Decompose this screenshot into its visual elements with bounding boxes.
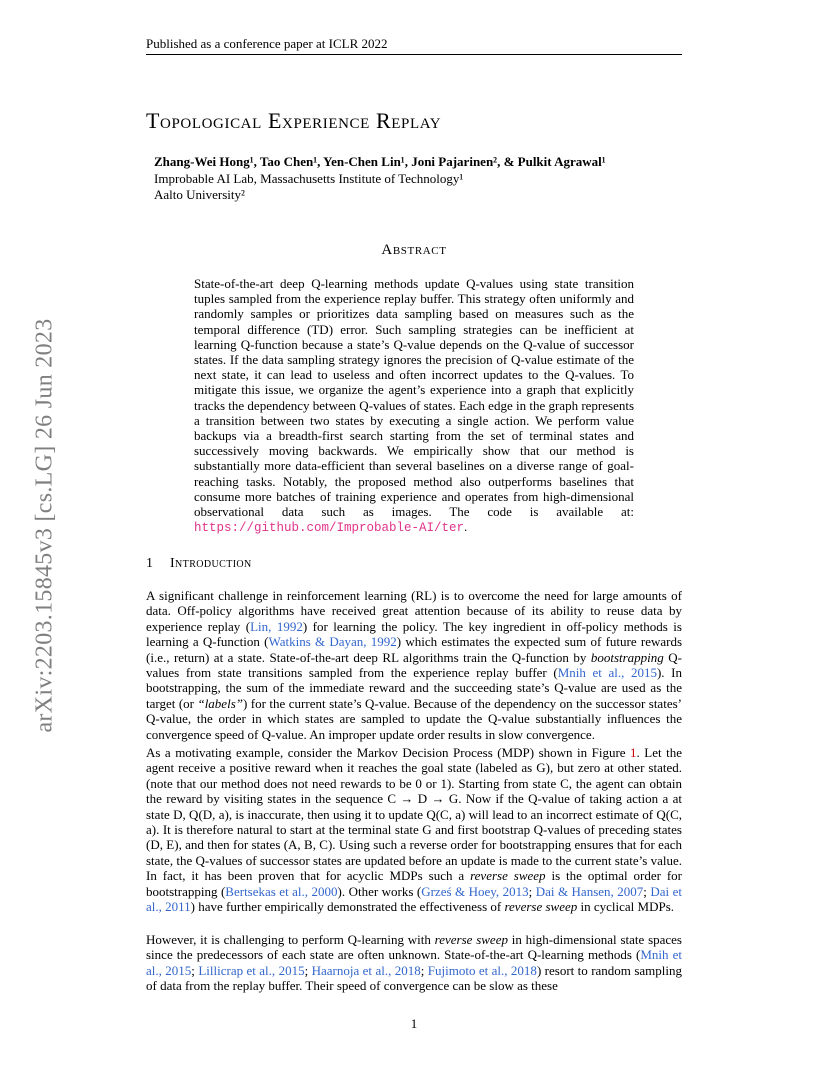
text-span: ) for learning the policy. The key ingredient in off-policy methods is learning a Q-function ( xyxy=(146,618,682,650)
abstract-text: State-of-the-art deep Q-learning methods update Q-values using state transition tuples sampled from the experience replay buffer. This strategy often uniformly and randomly samples or prioritizes data sampling based on measures such as the temporal difference (TD) error. Such sampling strategies can be inefficient at learning Q-function because a state’s Q-value depends on the Q-value of successor states. If the data sampling strategy ignores the precision of Q-value estimate of the next state, it can lead to useless and often incorrect updates to the Q-values. To mitigate this issue, we organize the agent’s experience into a graph that explicitly tracks the dependency between Q-values of states. Each edge in the graph represents a transition between two states by executing a single action. We perform value backups via a breadth-first search starting from the set of terminal states and successively moving backwards. We empirically show that our method is substantially more data-efficient than several baselines on a diverse range of goal-reaching tasks. Notably, the proposed method also outperforms baselines that consume more batches of training experience and operates from high-dimensional observational data such as images. The code is available at: xyxy=(194,276,635,520)
text-span: ; xyxy=(643,883,651,899)
intro-paragraph-2 xyxy=(146,745,682,914)
author-block xyxy=(154,154,606,204)
text-span: ; xyxy=(191,962,199,978)
abstract-link-suffix: . xyxy=(464,519,468,535)
citation-link[interactable]: Bertsekas et al., 2000 xyxy=(225,883,338,899)
text-span: However, it is challenging to perform Q-learning with xyxy=(146,932,435,947)
paper-title: Topological Experience Replay xyxy=(146,108,442,133)
intro-paragraph-1 xyxy=(146,588,682,742)
text-span: in high-dimensional state spaces since the predecessors of each state are often unknown. State-of-the-art Q-learning methods ( xyxy=(146,932,682,963)
citation-link[interactable]: Grześ & Hoey, 2013 xyxy=(421,883,529,899)
affiliation-2: Aalto University² xyxy=(154,187,245,202)
section-heading xyxy=(146,556,252,572)
emphasis-text: bootstrapping xyxy=(590,649,664,665)
page-number: 1 xyxy=(410,1016,418,1031)
text-span: ). In bootstrapping, the sum of the immediate reward and the succeeding state’s Q-value are used as the target (or xyxy=(146,665,682,711)
header-rule xyxy=(146,54,682,55)
abstract-heading-text: Abstract xyxy=(381,242,447,258)
citation-link[interactable]: Dai & Hansen, 2007 xyxy=(535,883,644,899)
emphasis-text: reverse sweep xyxy=(470,868,546,884)
section-number: 1 xyxy=(146,556,154,571)
citation-link[interactable]: Fujimoto et al., 2018 xyxy=(427,962,537,978)
text-span: ; xyxy=(304,962,312,978)
text-span: ) for the current state’s Q-value. Because of the dependency on the successor states’ Q-value, the order in which states are sampled to update the Q-value substantially influences the convergence speed of Q-value. An improper update order results in slow convergence. xyxy=(146,695,682,742)
arxiv-stamp-text: arXiv:2203.15845v3 [cs.LG] 26 Jun 2023 xyxy=(31,317,58,733)
text-span: ). Other works ( xyxy=(337,883,422,899)
abstract-body xyxy=(194,276,634,536)
intro-paragraph-3 xyxy=(146,932,682,994)
emphasis-text: “labels” xyxy=(197,695,243,711)
author-names: Zhang-Wei Hong¹, Tao Chen¹, Yen-Chen Lin¹, Joni Pajarinen², & Pulkit Agrawal¹ xyxy=(154,154,606,169)
text-span: Q-values from state transitions sampled from the experience replay buffer ( xyxy=(146,649,683,681)
text-span: ) which estimates the expected sum of future rewards (i.e., return) at a state. State-of-the-art deep RL algorithms train the Q-function by xyxy=(146,634,683,665)
text-span: A significant challenge in reinforcement learning (RL) is to overcome the need for large amounts of data. Off-policy algorithms have received great attention because of its ability to reuse data by experience replay ( xyxy=(146,588,682,634)
citation-link[interactable]: Lillicrap et al., 2015 xyxy=(198,962,305,978)
citation-link[interactable]: Watkins & Dayan, 1992 xyxy=(268,634,397,650)
text-span: in cyclical MDPs. xyxy=(577,899,675,915)
text-span: . Let the agent receive a positive reward when it reaches the goal state (labeled as G), but zero at other stated. (note that our method does not need rewards to be 0 or 1). Starting from state C, the agent can obtain the reward by visiting states in the sequence C → D → G. Now if the Q-value of taking action a at state D, Q(D, a), is inaccurate, then using it to update Q(C, a) will lead to an incorrect estimate of Q(C, a). It is therefore natural to start at the terminal state G and first bootstrap Q-values of preceding states (D, E), and then for states (A, B, C). Using such a reverse order for bootstrapping ensures that for each state, the Q-values of successor states are updated before an update is made to the current state’s value. In fact, it has been proven that for acyclic MDPs such a xyxy=(146,745,682,884)
section-title: Introduction xyxy=(170,556,252,571)
emphasis-text: reverse sweep xyxy=(434,932,508,947)
text-span: ; xyxy=(420,962,428,978)
text-span: ) resort to random sampling of data from the replay buffer. Their speed of convergence can be slow as these xyxy=(146,962,682,994)
running-header: Published as a conference paper at ICLR 2022 xyxy=(146,36,388,51)
arxiv-side-stamp xyxy=(30,290,60,760)
text-span: As a motivating example, consider the Markov Decision Process (MDP) shown in Figure xyxy=(146,745,631,760)
citation-link[interactable]: Lin, 1992 xyxy=(250,618,303,634)
code-link[interactable]: https://github.com/Improbable-AI/ter xyxy=(194,521,465,536)
abstract-heading xyxy=(0,242,828,259)
citation-link[interactable]: Mnih et al., 2015 xyxy=(557,665,657,681)
citation-link[interactable]: Haarnoja et al., 2018 xyxy=(311,962,421,978)
text-span: is the optimal order for bootstrapping ( xyxy=(146,868,682,899)
text-span: ; xyxy=(528,883,536,899)
figure-reference-link[interactable]: 1 xyxy=(630,745,637,760)
affiliation-1: Improbable AI Lab, Massachusetts Institute of Technology¹ xyxy=(154,170,464,186)
citation-link[interactable]: Mnih et al., 2015 xyxy=(146,947,682,978)
citation-link[interactable]: Dai et al., 2011 xyxy=(146,883,682,915)
text-span: ) have further empirically demonstrated the effectiveness of xyxy=(190,899,505,915)
emphasis-text: reverse sweep xyxy=(504,899,578,915)
